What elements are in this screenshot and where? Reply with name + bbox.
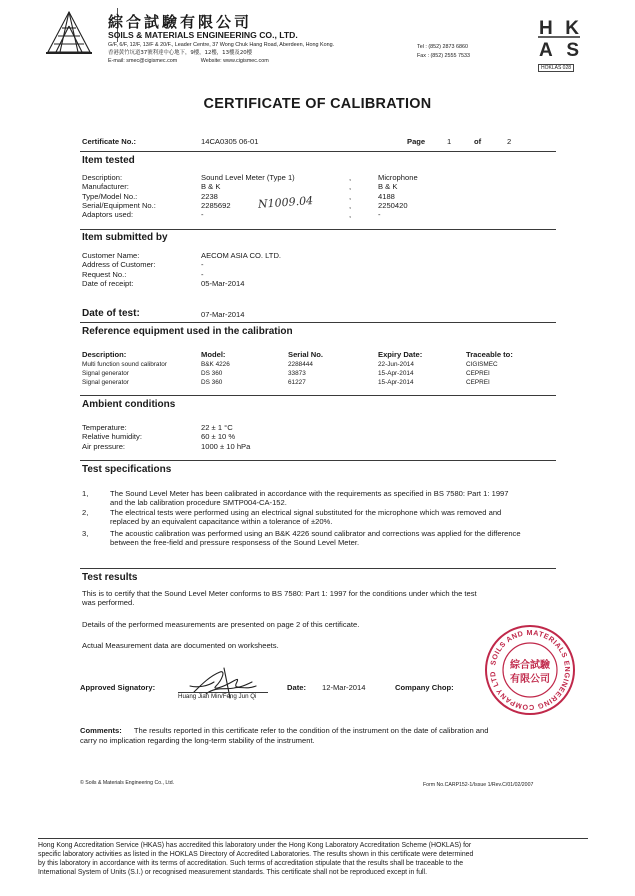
company-address-en: G/F, 6/F, 12/F, 13/F & 20/F., Leader Centre, 37 Wong Chuk Hang Road, Aberdeen, Hong Kong. (108, 42, 335, 48)
submitted-label: Date of receipt: (82, 278, 134, 288)
comments-label: Comments: (80, 726, 122, 735)
ambient-values (201, 423, 250, 451)
item-value: B & K (201, 182, 221, 192)
hkas-statement-top-rule (38, 838, 588, 839)
page-number: 1 (447, 137, 452, 146)
spec-line: The electrical tests were performed using an electrical signal substituted for the microphone which was removed and (110, 508, 502, 517)
svg-text:AS: AS (539, 40, 579, 60)
submitted-label: Customer Name: (82, 251, 140, 260)
ref-cell-model: B&K 4226 (201, 361, 230, 368)
hkas-logo (538, 14, 580, 72)
separator-comma: , (349, 182, 352, 192)
item-value: - (378, 210, 381, 220)
separator-comma: , (349, 200, 352, 210)
item-label: Serial/Equipment No.: (82, 200, 156, 210)
ambient-value: 1000 ± 10 hPa (201, 441, 251, 451)
ref-header-traceable: Traceable to: (466, 350, 513, 359)
page-of: of (474, 137, 482, 146)
ambient-labels (82, 423, 142, 451)
ref-cell-model: DS 360 (201, 379, 223, 386)
specs-heading: Test specifications (82, 464, 172, 475)
item-label: Type/Model No.: (82, 191, 138, 201)
hkas-line: by this laboratory in accordance with its terms of accreditation. Such terms of accreditation stipulate that the results shall be traceable to the (38, 859, 464, 867)
date-of-test-value: 07-Mar-2014 (201, 310, 245, 319)
website-text: Website: www.cigismec.com (200, 58, 269, 64)
ref-cell-description: Multi function sound calibrator (82, 361, 167, 368)
approved-signatory-label: Approved Signatory: (80, 683, 156, 692)
ref-header-serial: Serial No. (288, 350, 324, 359)
spec-number: 2, (82, 508, 89, 517)
ref-cell-traceable: CEPREI (466, 370, 490, 377)
email-text: E-mail: smec@cigismec.com (108, 58, 178, 64)
stamp-ring-text (484, 624, 485, 625)
item-tested-col2 (378, 173, 418, 219)
company-logo (46, 10, 92, 54)
ambient-value: 22 ± 1 °C (201, 423, 233, 432)
company-chop-label: Company Chop: (395, 683, 454, 692)
spec-line: and the lab calibration procedure SMTP004-CA-152. (110, 498, 287, 507)
submitted-labels (82, 251, 155, 288)
ref-cell-expiry: 22-Jun-2014 (378, 361, 414, 368)
stamp-center-1: 綜合試驗 (510, 660, 550, 671)
item-value: B & K (378, 182, 398, 192)
company-fax: Fax : (852) 2555 7533 (417, 53, 471, 59)
company-stamp (484, 624, 576, 716)
divider-3 (80, 322, 556, 323)
submitted-value: 05-Mar-2014 (201, 278, 245, 288)
submitted-value: AECOM ASIA CO. LTD. (201, 251, 282, 260)
approval-date-label: Date: (287, 683, 306, 692)
comments-text-1: The results reported in this certificate refer to the condition of the instrument on the date of calibration and (133, 726, 489, 735)
spec-line: replaced by an equivalent capacitance within a tolerance of ±20%. (110, 517, 333, 526)
item-value: - (201, 210, 204, 220)
spec-number: 3, (82, 529, 89, 538)
item-value: 2250420 (378, 200, 408, 210)
company-name-en: SOILS & MATERIALS ENGINEERING CO., LTD. (108, 30, 298, 40)
svg-text:SOILS AND MATERIALS ENGINEERIN: SOILS AND MATERIALS ENGINEERING COMPANY LTD (487, 627, 573, 713)
comments-line-1 (80, 726, 488, 735)
page-title: CERTIFICATE OF CALIBRATION (203, 96, 432, 112)
results-details: Details of the performed measurements are presented on page 2 of this certificate. (82, 620, 360, 629)
item-label: Adaptors used: (82, 210, 134, 220)
ref-header-description: Description: (82, 350, 127, 359)
hkas-logo-text (538, 14, 539, 15)
ref-cell-traceable: CEPREI (466, 379, 490, 386)
item-value: 4188 (378, 191, 395, 201)
spec-line: The acoustic calibration was performed using an B&K 4226 sound calibrator and corrections was applied for the difference (110, 529, 521, 538)
results-actual: Actual Measurement data are documented on worksheets. (82, 641, 279, 650)
submitted-values (201, 251, 281, 288)
cert-no-label: Certificate No.: (82, 137, 137, 146)
divider-2 (80, 229, 556, 230)
ambient-label: Air pressure: (82, 441, 126, 451)
results-heading: Test results (82, 572, 138, 583)
separator-comma: , (349, 191, 352, 201)
item-label: Description: (82, 173, 123, 182)
ref-header-model: Model: (201, 350, 226, 359)
submitted-heading: Item submitted by (82, 232, 168, 243)
comments-line-2: carry no implication regarding the long-term stability of the instrument. (80, 736, 315, 745)
ambient-value: 60 ± 10 % (201, 432, 236, 442)
reference-heading: Reference equipment used in the calibration (82, 326, 293, 337)
stamp-center-2: 有限公司 (510, 674, 550, 685)
item-tested-labels (82, 173, 156, 219)
submitted-label: Request No.: (82, 269, 127, 279)
signatory-name: Huang Jian Min/Feng Jun Qi (178, 693, 257, 700)
item-tested-separators (349, 173, 351, 219)
company-address-cn: 香港黃竹坑道37號利達中心地下，9樓，12樓，13樓及20樓 (108, 50, 253, 56)
ref-header-expiry: Expiry Date: (378, 350, 423, 359)
ref-cell-traceable: CIGISMEC (466, 361, 498, 368)
item-value: Microphone (378, 173, 418, 182)
company-tel: Tel : (852) 2873 6860 (417, 44, 468, 50)
divider-5 (80, 460, 556, 461)
spec-number: 1, (82, 489, 89, 498)
spec-line: between the free-field and pressure responsess of the Sound Level Meter. (110, 538, 360, 547)
handwritten-note: N1009.04 (257, 194, 314, 211)
ambient-label: Temperature: (82, 423, 127, 432)
submitted-value: - (201, 260, 204, 270)
cert-no-value: 14CA0305 06-01 (201, 137, 259, 146)
date-of-test-label: Date of test: (82, 308, 140, 319)
ref-cell-serial: 33873 (288, 370, 306, 377)
hkas-line: Hong Kong Accreditation Service (HKAS) has accredited this laboratory under the Hong Kong Laboratory Accreditation Scheme (HOKLAS) for (38, 842, 472, 849)
hkas-statement (38, 842, 588, 878)
separator-comma: , (349, 173, 352, 182)
ambient-label: Relative humidity: (82, 432, 142, 442)
item-value: Sound Level Meter (Type 1) (201, 173, 295, 182)
ref-cell-description: Signal generator (82, 370, 129, 377)
svg-text:HK: HK (539, 18, 579, 39)
footer-copyright: © Soils & Materials Engineering Co., Ltd. (80, 780, 175, 786)
ref-cell-expiry: 15-Apr-2014 (378, 370, 414, 377)
ambient-heading: Ambient conditions (82, 399, 176, 410)
ref-cell-serial: 2288444 (288, 361, 313, 368)
company-email (108, 58, 269, 65)
approval-date-value: 12-Mar-2014 (322, 683, 366, 692)
page-label: Page (407, 137, 426, 146)
submitted-value: - (201, 269, 204, 279)
spec-line: The Sound Level Meter has been calibrated in accordance with the requirements as specified in BS 7580: Part 1: 1997 (110, 489, 509, 498)
divider-6 (80, 568, 556, 569)
ref-cell-description: Signal generator (82, 379, 129, 386)
ref-cell-expiry: 15-Apr-2014 (378, 379, 414, 386)
item-value: 2238 (201, 191, 218, 201)
results-line-2: was performed. (82, 598, 135, 607)
divider-1 (80, 151, 556, 152)
submitted-label: Address of Customer: (82, 260, 156, 270)
hkas-mark-icon (538, 14, 580, 60)
page-total: 2 (507, 137, 512, 146)
item-value: 2285692 (201, 200, 231, 210)
ref-cell-model: DS 360 (201, 370, 223, 377)
item-label: Manufacturer: (82, 182, 129, 192)
item-tested-heading: Item tested (82, 155, 135, 166)
hoklas-badge: HOKLAS 028 (538, 64, 574, 72)
company-name-cn: 綜合試驗有限公司 (108, 13, 253, 31)
ref-cell-serial: 61227 (288, 379, 306, 386)
hkas-line: specific laboratory activities as listed in the HOKLAS Directory of Accredited Laboratories. The results shown in this certificate were determined (38, 850, 474, 858)
footer-form-no: Form No.CARP152-1/Issue 1/Rev.C/01/02/2007 (423, 782, 534, 788)
divider-4 (80, 395, 556, 396)
hkas-line: International System of Units (S.I.) or recognised measurement standards. This certificate shall not be reproduced except in full. (38, 868, 428, 876)
results-line-1: This is to certify that the Sound Level Meter conforms to BS 7580: Part 1: 1997 for the conditions under which the test (82, 589, 477, 598)
separator-comma: , (349, 210, 352, 220)
